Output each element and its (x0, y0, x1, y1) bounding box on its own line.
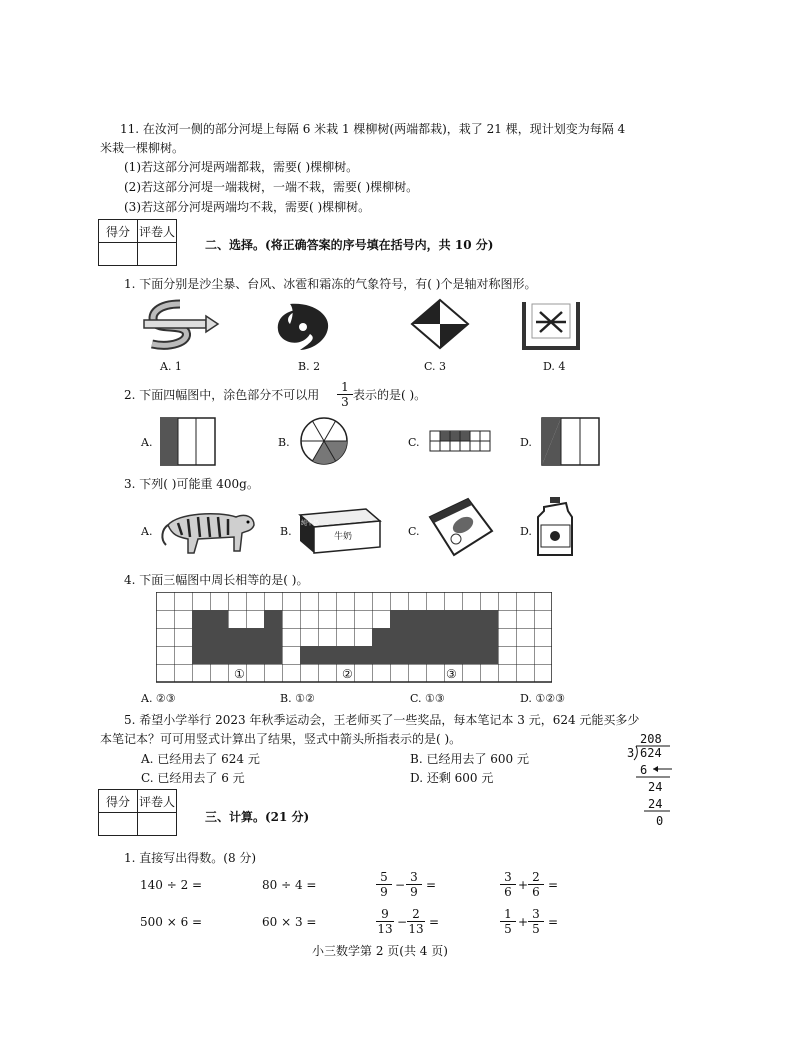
grader-label-2: 评卷人 (138, 790, 177, 813)
division-divisor: 3 (627, 746, 635, 760)
milk-box-icon (300, 509, 380, 553)
q11-sub1: (1)若这部分河堤两端都栽，需要( )棵柳树。 (124, 160, 359, 174)
division-remainder: 0 (656, 814, 664, 828)
calc-3-eq: = (426, 878, 437, 892)
numerator: 3 (528, 907, 544, 922)
denominator: 6 (532, 885, 540, 899)
figure-c (430, 431, 490, 451)
s2-q5-option-d[interactable]: D. 还剩 600 元 (410, 771, 494, 785)
s2-q4-text: 4. 下面三幅图中周长相等的是( )。 (124, 573, 309, 587)
shape-2-mark: ② (342, 667, 353, 681)
calc-4-eq: = (548, 878, 559, 892)
perimeter-grid (156, 592, 552, 686)
s2-q1-text: 1. 下面分别是沙尘暴、台风、冰雹和霜冻的气象符号，有( )个是轴对称图形。 (124, 277, 537, 291)
s2-q1-option-c[interactable]: C. 3 (424, 360, 447, 373)
s2-q5-text-line2: 本笔记本？可可用竖式计算出了结果，竖式中箭头所指表示的是( )。 (100, 732, 462, 746)
fraction-figures (160, 417, 610, 467)
division-step1: 6 (640, 763, 648, 777)
snack-bag-icon (430, 499, 492, 555)
calc-item-1: 140 ÷ 2 = (140, 878, 203, 892)
calc-item-6: 60 × 3 = (262, 915, 317, 929)
shape-1-mark: ① (234, 667, 245, 681)
calc-item-5: 500 × 6 = (140, 915, 203, 929)
score-box (98, 219, 177, 266)
s2-q2-label-b[interactable]: B. (278, 436, 290, 449)
calc-3-frac-b (406, 870, 422, 899)
numerator: 3 (500, 870, 516, 885)
denominator: 9 (380, 885, 388, 899)
calc-4-frac-a (500, 870, 516, 899)
grader-cell-2[interactable] (138, 813, 177, 836)
denominator: 6 (504, 885, 512, 899)
q11-sub3: (3)若这部分河堤两端均不栽，需要( )棵柳树。 (124, 200, 371, 214)
s2-q1-option-a[interactable]: A. 1 (160, 360, 182, 373)
tiger-icon (162, 514, 254, 553)
division-quotient: 208 (640, 732, 662, 746)
s2-q4-option-b[interactable]: B. ①② (280, 692, 315, 705)
denominator: 13 (408, 922, 424, 936)
s2-q3-label-b[interactable]: B. (280, 525, 292, 538)
calc-8-frac-b (528, 907, 544, 936)
calc-7-frac-a (376, 907, 394, 936)
denominator: 5 (504, 922, 512, 936)
calc-7-eq: = (429, 915, 440, 929)
calc-4-frac-b (528, 870, 544, 899)
s2-q3-label-d[interactable]: D. (520, 525, 532, 538)
score-label: 得分 (99, 220, 138, 243)
s2-q2-text-pre: 2. 下面四幅图中，涂色部分不可以用 (124, 388, 320, 402)
s2-q5-text-line1: 5. 希望小学举行 2023 年秋季运动会，王老师买了一些奖品，每本笔记本 3 元，624 元能买多少 (124, 713, 640, 727)
s2-q3-label-a[interactable]: A. (141, 525, 153, 538)
calc-7-op: − (397, 915, 408, 929)
calc-8-eq: = (548, 915, 559, 929)
grader-label: 评卷人 (138, 220, 177, 243)
oil-bottle-icon (538, 497, 572, 555)
s2-q3-text: 3. 下列( )可能重 400g。 (124, 477, 259, 491)
shape-3-mark: ③ (446, 667, 457, 681)
s2-q5-option-b[interactable]: B. 已经用去了 600 元 (410, 752, 529, 766)
score-label-2: 得分 (99, 790, 138, 813)
s2-q4-option-c[interactable]: C. ①③ (410, 692, 445, 705)
sandstorm-icon (144, 304, 218, 345)
section3-title: 三、计算。(21 分) (205, 810, 310, 824)
s2-q2-fraction (337, 380, 353, 409)
score-box-2 (98, 789, 177, 836)
s2-q5-option-c[interactable]: C. 已经用去了 6 元 (141, 771, 245, 785)
milk-label: 牛奶 (334, 532, 353, 542)
s2-q2-label-d[interactable]: D. (520, 436, 532, 449)
hail-icon (412, 300, 468, 348)
s2-q4-option-a[interactable]: A. ②③ (141, 692, 176, 705)
q11-stem-line1: 11. 在汝河一侧的部分河堤上每隔 6 米栽 1 棵柳树(两端都栽)，栽了 21 棵，现计划变为每隔 4 (120, 122, 626, 136)
s2-q3-label-c[interactable]: C. (408, 525, 420, 538)
numerator: 5 (376, 870, 392, 885)
score-cell-2[interactable] (99, 813, 138, 836)
figure-d (542, 418, 599, 465)
denominator: 5 (532, 922, 540, 936)
s2-q1-option-d[interactable]: D. 4 (543, 360, 566, 373)
calc-7-frac-b (407, 907, 425, 936)
numerator: 3 (406, 870, 422, 885)
calc-8-op: + (518, 915, 529, 929)
s3-q1-title: 1. 直接写出得数。(8 分) (124, 851, 257, 865)
figure-b (301, 418, 347, 464)
section2-title: 二、选择。(将正确答案的序号填在括号内，共 10 分) (205, 238, 494, 252)
figure-a (160, 418, 215, 465)
division-dividend: 624 (640, 746, 662, 760)
s2-q2-label-a[interactable]: A. (141, 436, 153, 449)
weather-symbols (140, 298, 620, 354)
division-step2: 24 (648, 780, 663, 794)
numerator: 9 (376, 907, 394, 922)
division-lines (626, 744, 676, 816)
calc-8-frac-a (500, 907, 516, 936)
typhoon-icon (278, 304, 328, 350)
weight-objects (158, 495, 588, 561)
calc-3-frac-a (376, 870, 392, 899)
grader-cell[interactable] (138, 243, 177, 266)
calc-4-op: + (518, 878, 529, 892)
numerator: 2 (528, 870, 544, 885)
s2-q4-option-d[interactable]: D. ①②③ (520, 692, 566, 705)
division-step3: 24 (648, 797, 663, 811)
s2-q1-option-b[interactable]: B. 2 (298, 360, 321, 373)
calc-3-op: − (395, 878, 406, 892)
fraction-denominator: 3 (341, 395, 349, 409)
s2-q5-option-a[interactable]: A. 已经用去了 624 元 (141, 752, 260, 766)
fraction-numerator: 1 (337, 380, 353, 395)
q11-sub2: (2)若这部分河堤一端栽树，一端不栽，需要( )棵柳树。 (124, 180, 419, 194)
shape-3 (408, 610, 498, 664)
score-cell[interactable] (99, 243, 138, 266)
q11-stem-line2: 米栽一棵柳树。 (100, 141, 185, 155)
numerator: 2 (407, 907, 425, 922)
frost-icon (524, 302, 578, 348)
page-footer: 小三数学第 2 页(共 4 页) (312, 944, 448, 958)
denominator: 13 (377, 922, 393, 936)
numerator: 1 (500, 907, 516, 922)
milk-label-side: 纯牛奶 (301, 520, 320, 527)
denominator: 9 (410, 885, 418, 899)
s2-q2-text-post: 表示的是( )。 (353, 388, 427, 402)
calc-item-2: 80 ÷ 4 = (262, 878, 317, 892)
s2-q2-label-c[interactable]: C. (408, 436, 420, 449)
